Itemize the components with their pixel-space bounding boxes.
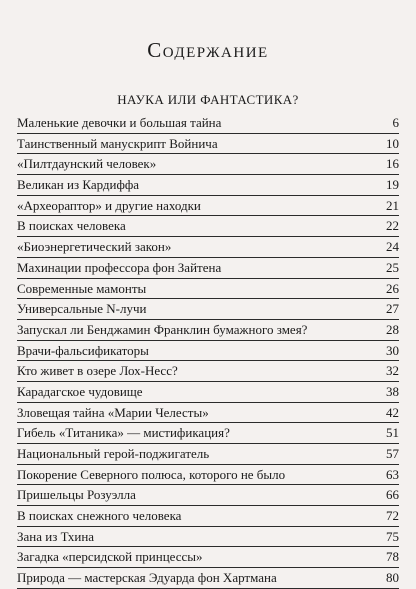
toc-entry (17, 568, 399, 589)
toc-entry-page-number: 57 (386, 446, 399, 461)
table-of-contents (17, 113, 399, 589)
toc-entry-title: Великан из Кардиффа (17, 177, 140, 193)
toc-entry-page-number: 66 (386, 487, 399, 503)
toc-entry-title: Таинственный манускрипт Войнича (17, 135, 218, 151)
toc-entry (17, 361, 399, 382)
toc-entry (17, 279, 399, 300)
toc-entry-page-number: 75 (386, 528, 399, 544)
toc-entry-title: В поисках снежного человека (17, 508, 182, 524)
toc-entry (17, 237, 399, 258)
toc-entry-page-number: 80 (386, 570, 399, 586)
toc-entry-page-number: 10 (386, 135, 399, 151)
toc-entry-page-number: 16 (386, 156, 399, 172)
toc-entry (17, 382, 399, 403)
toc-entry-page-number: 6 (392, 115, 399, 130)
toc-entry-title: Современные мамонты (17, 280, 147, 296)
toc-entry-title: Запускал ли Бенджамин Франклин бумажного змея? (17, 321, 308, 337)
toc-entry-title: В поисках человека (17, 218, 126, 234)
toc-entry-title: «Пилтдаунский человек» (17, 156, 157, 172)
toc-entry-page-number: 24 (386, 239, 399, 255)
toc-entry-title: Кто живет в озере Лох-Несс? (17, 363, 178, 379)
toc-entry-page-number: 26 (386, 280, 399, 296)
toc-entry-title: Гибель «Титаника» — мистификация? (17, 425, 230, 441)
toc-entry-title: Национальный герой-поджигатель (17, 446, 210, 461)
toc-entry-page-number: 32 (386, 363, 399, 379)
toc-entry-title: «Археораптор» и другие находки (17, 197, 201, 213)
toc-entry-title: Природа — мастерская Эдуарда фон Хартмана (17, 570, 277, 586)
toc-entry (17, 320, 399, 341)
toc-entry (17, 444, 399, 465)
toc-entry-title: «Биоэнергетический закон» (17, 239, 172, 255)
toc-entry-page-number: 22 (386, 218, 399, 234)
toc-entry-page-number: 21 (386, 197, 399, 213)
toc-entry-page-number: 19 (386, 177, 399, 193)
toc-entry-title: Пришельцы Розуэлла (17, 487, 136, 503)
toc-entry-page-number: 25 (386, 259, 399, 275)
toc-entry-page-number: 28 (386, 321, 399, 337)
toc-entry-page-number: 63 (386, 466, 399, 482)
toc-entry (17, 154, 399, 175)
toc-entry (17, 423, 399, 444)
toc-entry (17, 299, 399, 320)
toc-entry-page-number: 42 (386, 404, 399, 420)
section-title: НАУКА ИЛИ ФАНТАСТИКА? (117, 92, 299, 107)
toc-entry (17, 113, 399, 134)
toc-entry (17, 196, 399, 217)
toc-entry-page-number: 27 (386, 301, 399, 317)
toc-entry-page-number: 30 (386, 342, 399, 358)
toc-entry-title: Маленькие девочки и большая тайна (17, 115, 222, 130)
toc-entry-page-number: 72 (386, 508, 399, 524)
toc-entry (17, 485, 399, 506)
toc-entry-page-number: 38 (386, 383, 399, 399)
toc-entry (17, 175, 399, 196)
toc-entry-title: Махинации профессора фон Зайтена (17, 259, 222, 275)
toc-entry (17, 506, 399, 527)
toc-entry-title: Врачи-фальсификаторы (17, 342, 149, 358)
toc-entry-title: Загадка «персидской принцессы» (17, 549, 203, 565)
toc-entry-title: Универсальные N-лучи (17, 301, 147, 317)
toc-entry-title: Зана из Тхина (17, 528, 95, 544)
page-title: Содержание (147, 38, 269, 62)
toc-entry-page-number: 78 (386, 549, 399, 565)
toc-entry-page-number: 51 (386, 425, 399, 441)
toc-entry (17, 465, 399, 486)
toc-entry (17, 527, 399, 548)
toc-entry (17, 403, 399, 424)
toc-entry (17, 547, 399, 568)
toc-entry-title: Зловещая тайна «Марии Челесты» (17, 404, 209, 420)
toc-entry-title: Карадагское чудовище (17, 383, 143, 399)
toc-entry (17, 216, 399, 237)
toc-entry (17, 134, 399, 155)
toc-entry (17, 258, 399, 279)
toc-entry-title: Покорение Северного полюса, которого не было (17, 466, 286, 482)
toc-entry (17, 341, 399, 362)
